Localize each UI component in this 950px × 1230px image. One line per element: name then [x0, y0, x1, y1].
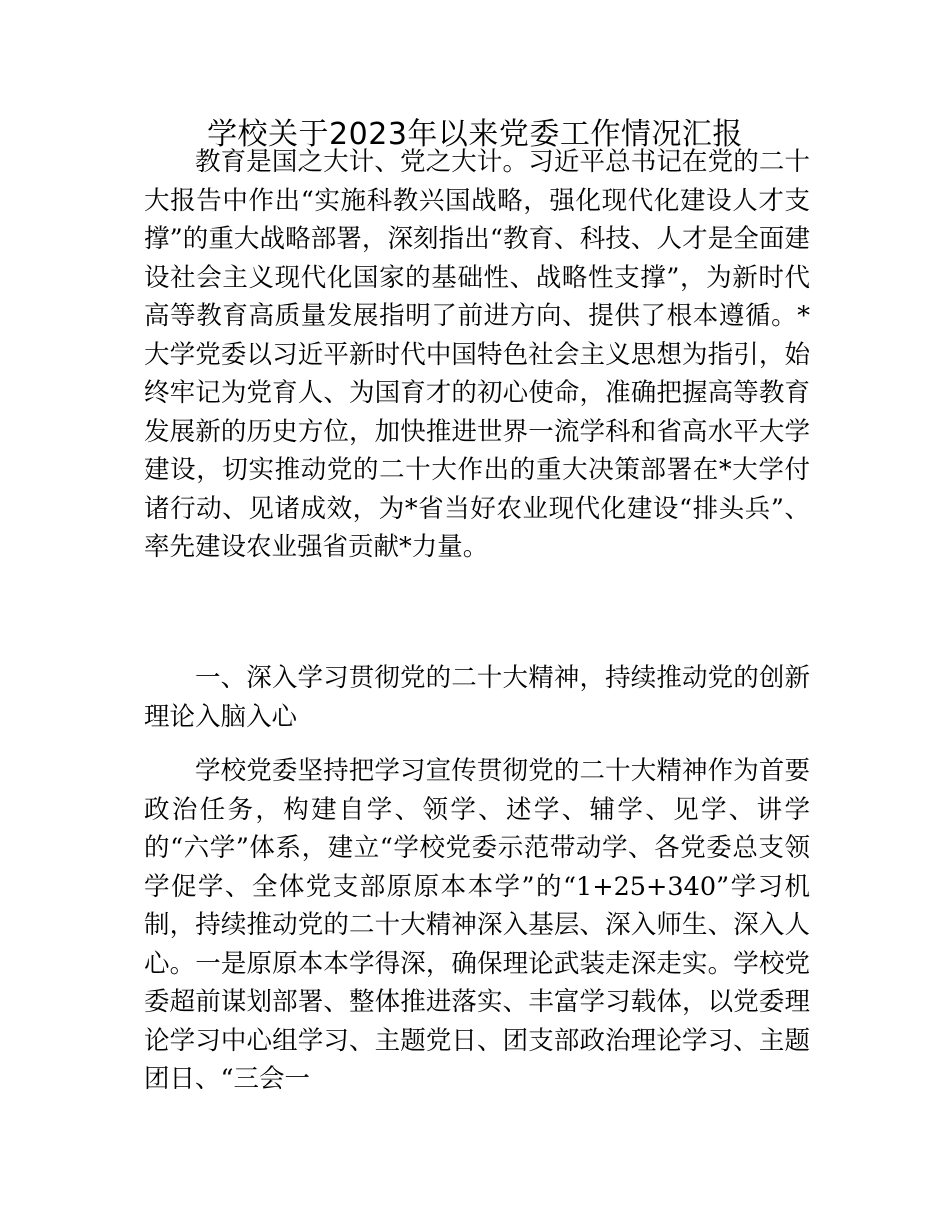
intro-paragraph: 教育是国之大计、党之大计。习近平总书记在党的二十大报告中作出“实施科教兴国战略，强化现代化建设人才支撑”的重大战略部署，深刻指出“教育、科技、人才是全面建设社会主义现代化国家的基础性、战略性支撑”，为新时代高等教育高质量发展指明了前进方向、提供了根本遵循。*大学党委以习近平新时代中国特色社会主义思想为指引，始终牢记为党育人、为国育才的初心使命，准确把握高等教育发展新的历史方位，加快推进世界一流学科和省高水平大学建设，切实推动党的二十大作出的重大决策部署在*大学付诸行动、见诸成效，为*省当好农业现代化建设“排头兵”、率先建设农业强省贡献*力量。 — [144, 147, 810, 562]
intro-paragraph-block — [144, 143, 810, 567]
section-1-paragraph: 学校党委坚持把学习宣传贯彻党的二十大精神作为首要政治任务，构建自学、领学、述学、辅学、见学、讲学的“六学”体系，建立“学校党委示范带动学、各党委总支领学促学、全体党支部原原本本学”的“1+25+340”学习机制，持续推动党的二十大精神深入基层、深入师生、深入人心。一是原原本本学得深，确保理论武装走深走实。学校党委超前谋划部署、整体推进落实、丰富学习载体，以党委理论学习中心组学习、主题党日、团支部政治理论学习、主题团日、“三会一 — [144, 756, 810, 1094]
section-body-block — [144, 752, 810, 1099]
section-1-heading: 一、深入学习贯彻党的二十大精神，持续推动党的创新理论入脑入心 — [144, 663, 810, 732]
document-title: 学校关于2023年以来党委工作情况汇报 — [207, 117, 743, 152]
section-heading-block — [144, 659, 810, 736]
